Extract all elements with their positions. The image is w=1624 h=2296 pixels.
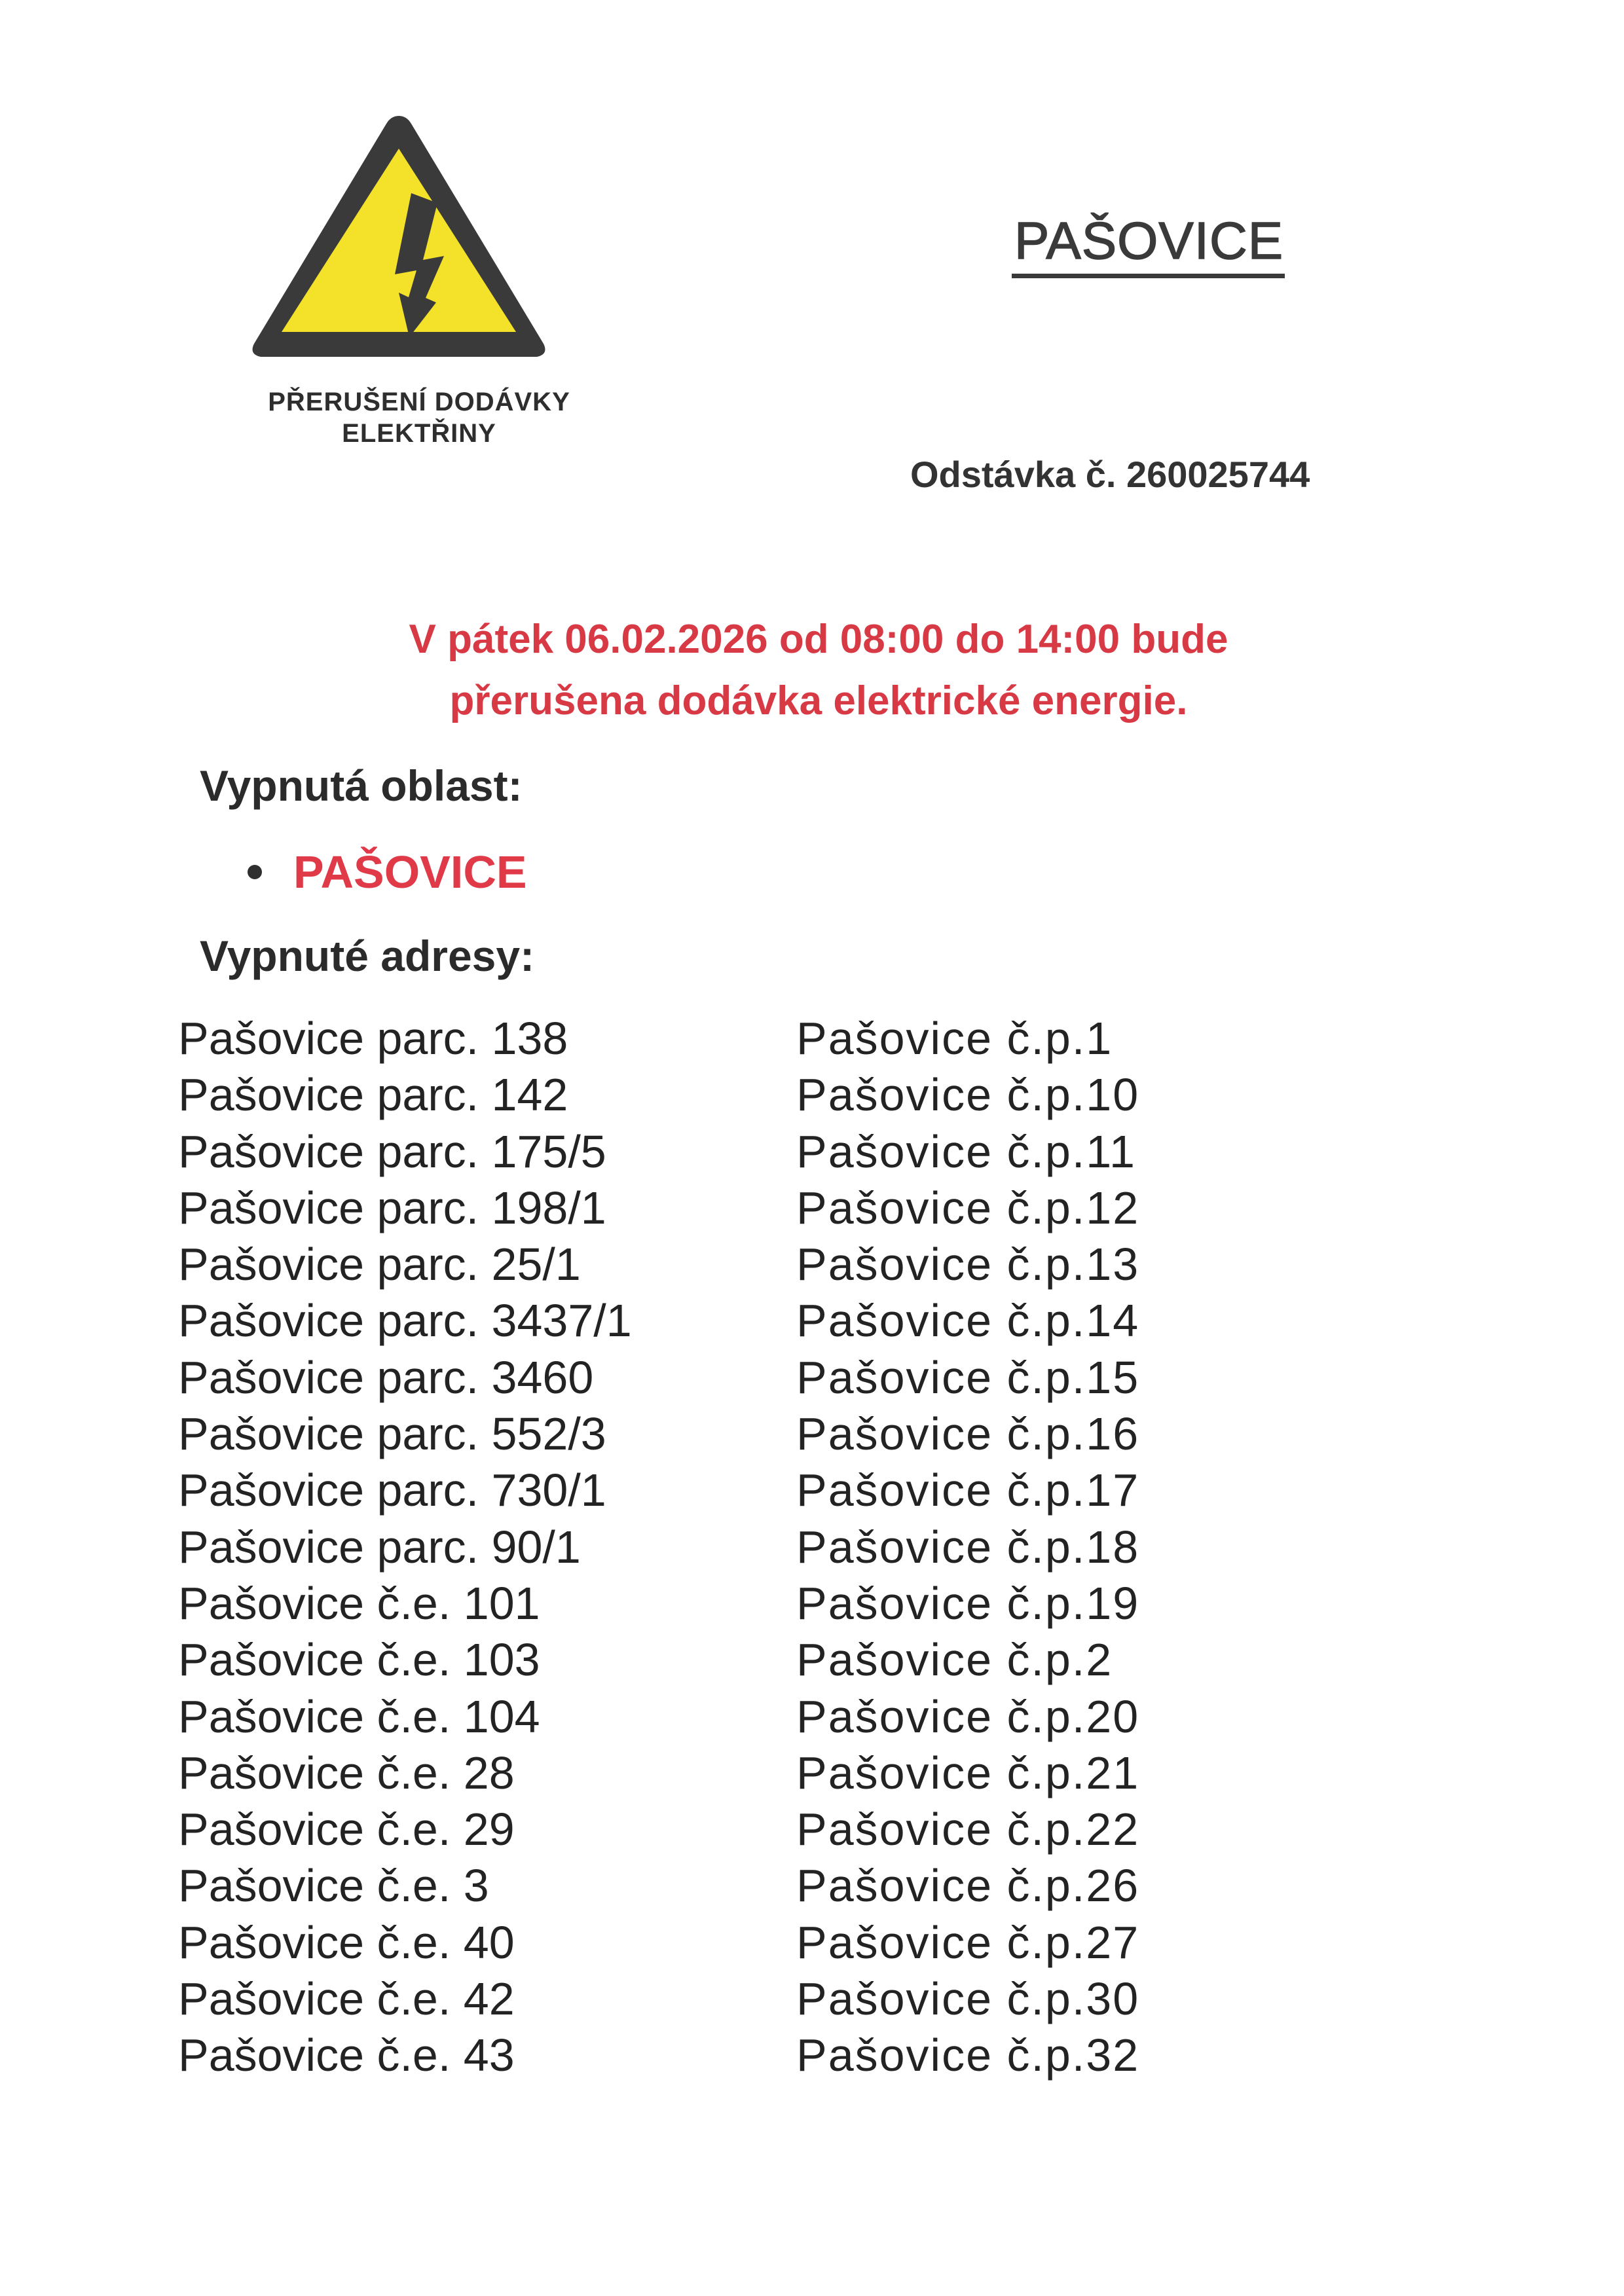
address-item: Pašovice č.e. 43 bbox=[178, 2030, 515, 2081]
outage-number: Odstávka č. 260025744 bbox=[910, 454, 1310, 495]
address-item: Pašovice č.p.26 bbox=[796, 1860, 1140, 1912]
address-item: Pašovice č.e. 101 bbox=[178, 1577, 540, 1629]
address-item: Pašovice parc. 198/1 bbox=[178, 1182, 606, 1233]
address-item: Pašovice č.p.2 bbox=[796, 1634, 1113, 1686]
address-item: Pašovice č.e. 103 bbox=[178, 1634, 540, 1686]
address-item: Pašovice č.p.15 bbox=[796, 1351, 1140, 1403]
address-item: Pašovice č.p.14 bbox=[796, 1295, 1140, 1347]
address-item: Pašovice č.p.32 bbox=[796, 2030, 1140, 2081]
address-item: Pašovice č.e. 40 bbox=[178, 1916, 515, 1968]
address-item: Pašovice parc. 3437/1 bbox=[178, 1295, 632, 1347]
address-item: Pašovice č.p.27 bbox=[796, 1916, 1140, 1968]
address-item: Pašovice č.p.1 bbox=[796, 1013, 1113, 1064]
warning-caption bbox=[190, 386, 648, 449]
warning-caption-line1: PŘERUŠENÍ DODÁVKY bbox=[268, 388, 570, 416]
address-item: Pašovice č.p.20 bbox=[796, 1690, 1140, 1742]
address-item: Pašovice parc. 90/1 bbox=[178, 1521, 581, 1573]
area-heading: Vypnutá oblast: bbox=[200, 761, 523, 810]
address-item: Pašovice parc. 552/3 bbox=[178, 1408, 606, 1460]
address-item: Pašovice č.e. 104 bbox=[178, 1690, 540, 1742]
address-item: Pašovice č.p.13 bbox=[796, 1239, 1140, 1290]
address-item: Pašovice č.p.11 bbox=[796, 1125, 1136, 1177]
address-item: Pašovice parc. 730/1 bbox=[178, 1465, 606, 1516]
page-title: PAŠOVICE bbox=[1012, 208, 1285, 278]
notice-line-2: přerušena dodávka elektrické energie. bbox=[449, 678, 1188, 723]
address-item: Pašovice č.p.30 bbox=[796, 1973, 1140, 2025]
bullet-icon bbox=[248, 865, 262, 879]
address-list-right bbox=[796, 1010, 1139, 2084]
address-item: Pašovice č.p.12 bbox=[796, 1182, 1140, 1233]
address-item: Pašovice č.e. 42 bbox=[178, 1973, 515, 2025]
address-item: Pašovice parc. 3460 bbox=[178, 1351, 594, 1403]
address-item: Pašovice č.e. 28 bbox=[178, 1747, 515, 1798]
high-voltage-warning-icon bbox=[248, 108, 550, 363]
notice-line-1: V pátek 06.02.2026 od 08:00 do 14:00 bude bbox=[409, 617, 1228, 662]
address-item: Pašovice parc. 175/5 bbox=[178, 1125, 606, 1177]
address-item: Pašovice č.p.19 bbox=[796, 1577, 1140, 1629]
address-item: Pašovice parc. 142 bbox=[178, 1069, 568, 1121]
area-name: PAŠOVICE bbox=[293, 847, 527, 898]
address-item: Pašovice parc. 138 bbox=[178, 1013, 568, 1064]
address-item: Pašovice parc. 25/1 bbox=[178, 1239, 581, 1290]
address-item: Pašovice č.p.18 bbox=[796, 1521, 1140, 1573]
address-list-left bbox=[178, 1010, 632, 2084]
address-item: Pašovice č.p.21 bbox=[796, 1747, 1140, 1798]
address-item: Pašovice č.p.16 bbox=[796, 1408, 1140, 1460]
address-item: Pašovice č.e. 3 bbox=[178, 1860, 489, 1912]
address-item: Pašovice č.p.10 bbox=[796, 1069, 1140, 1121]
warning-caption-line2: ELEKTŘINY bbox=[342, 419, 496, 448]
outage-notice bbox=[131, 609, 1506, 732]
address-item: Pašovice č.p.17 bbox=[796, 1465, 1140, 1516]
address-item: Pašovice č.e. 29 bbox=[178, 1804, 515, 1855]
address-item: Pašovice č.p.22 bbox=[796, 1804, 1140, 1855]
area-list-item bbox=[248, 845, 527, 900]
addresses-heading: Vypnuté adresy: bbox=[200, 932, 535, 980]
